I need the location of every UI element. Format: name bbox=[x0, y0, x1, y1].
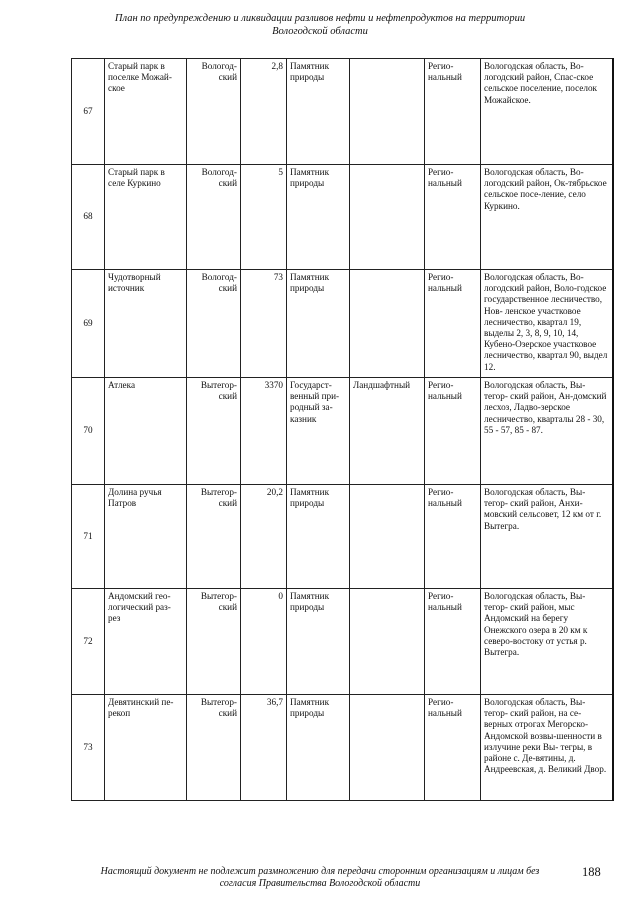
category: Памятник природы bbox=[287, 695, 350, 801]
row-number: 72 bbox=[72, 589, 105, 695]
significance: Регио-нальный bbox=[425, 165, 481, 270]
category: Памятник природы bbox=[287, 59, 350, 165]
district: Вологод-ский bbox=[187, 59, 241, 165]
header-line-1: План по предупреждению и ликвидации разливов нефти и нефтепродуктов на территории bbox=[114, 13, 526, 24]
page-footer bbox=[60, 866, 580, 890]
location: Вологодская область, Вы-тегор- ский район, Ан-домский лесхоз, Ладво-зерское лесничество, кварталы 28 - 30, 55 - 57, 85 - 87. bbox=[481, 378, 613, 485]
area-ha: 36,7 bbox=[241, 695, 287, 801]
district: Вологод-ский bbox=[187, 165, 241, 270]
significance: Регио-нальный bbox=[425, 59, 481, 165]
row-number: 70 bbox=[72, 378, 105, 485]
significance: Регио-нальный bbox=[425, 695, 481, 801]
area-ha: 3370 bbox=[241, 378, 287, 485]
significance: Регио-нальный bbox=[425, 485, 481, 589]
category: Памятник природы bbox=[287, 589, 350, 695]
location: Вологодская область, Во-логодский район, Ок-тябрьское сельское посе-ление, село Куркино. bbox=[481, 165, 613, 270]
table-row bbox=[72, 485, 613, 589]
page-number: 188 bbox=[582, 865, 601, 879]
row-number: 67 bbox=[72, 59, 105, 165]
area-ha: 2,8 bbox=[241, 59, 287, 165]
footer-line-2: согласия Правительства Вологодской области bbox=[219, 878, 421, 889]
district: Вытегор-ский bbox=[187, 589, 241, 695]
table-row bbox=[72, 589, 613, 695]
location: Вологодская область, Вы-тегор- ский район, Анхи-мовский сельсовет, 12 км от г. Вытегра. bbox=[481, 485, 613, 589]
location: Вологодская область, Во-логодский район, Воло-годское государственное лесничество, Нов- ленское участковое лесничество, квартал 19, выделы 2, 3, 8, 9, 10, 14, Кубено-Озерское участковое лесничество, квартал 90, выдел 12. bbox=[481, 270, 613, 378]
area-ha: 20,2 bbox=[241, 485, 287, 589]
location: Вологодская область, Вы-тегор- ский район, мыс Андомский на берегу Онежского озера в 20 км к северо-востоку от устья р. Вытегра. bbox=[481, 589, 613, 695]
significance: Регио-нальный bbox=[425, 589, 481, 695]
object-name: Старый парк в поселке Можай-ское bbox=[105, 59, 187, 165]
area-ha: 0 bbox=[241, 589, 287, 695]
category: Памятник природы bbox=[287, 165, 350, 270]
district: Вологод-ский bbox=[187, 270, 241, 378]
table-row bbox=[72, 59, 613, 165]
page-header bbox=[0, 12, 640, 38]
row-number: 68 bbox=[72, 165, 105, 270]
category: Памятник природы bbox=[287, 485, 350, 589]
profile bbox=[350, 695, 425, 801]
category: Памятник природы bbox=[287, 270, 350, 378]
table-row bbox=[72, 270, 613, 378]
profile bbox=[350, 589, 425, 695]
category: Государст-венный при-родный за-казник bbox=[287, 378, 350, 485]
header-line-2: Вологодской области bbox=[272, 26, 368, 37]
district: Вытегор-ский bbox=[187, 378, 241, 485]
profile: Ландшафтный bbox=[350, 378, 425, 485]
profile bbox=[350, 270, 425, 378]
row-number: 73 bbox=[72, 695, 105, 801]
area-ha: 5 bbox=[241, 165, 287, 270]
protected-areas-table bbox=[71, 58, 614, 801]
object-name: Андомский гео-логический раз-рез bbox=[105, 589, 187, 695]
location: Вологодская область, Вы-тегор- ский район, на се-верных отрогах Мегорско-Андомской возвы-шенности в излучине реки Вы- тегры, в районе с. Де-вятины, д. Андреевская, д. Великий Двор. bbox=[481, 695, 613, 801]
significance: Регио-нальный bbox=[425, 270, 481, 378]
location: Вологодская область, Во-логодский район, Спас-ское сельское поселение, поселок Можайское. bbox=[481, 59, 613, 165]
district: Вытегор-ский bbox=[187, 695, 241, 801]
district: Вытегор-ский bbox=[187, 485, 241, 589]
row-number: 69 bbox=[72, 270, 105, 378]
area-ha: 73 bbox=[241, 270, 287, 378]
object-name: Атлека bbox=[105, 378, 187, 485]
row-number: 71 bbox=[72, 485, 105, 589]
profile bbox=[350, 485, 425, 589]
profile bbox=[350, 59, 425, 165]
table-row bbox=[72, 378, 613, 485]
object-name: Девятинский пе-рекоп bbox=[105, 695, 187, 801]
table-row bbox=[72, 165, 613, 270]
profile bbox=[350, 165, 425, 270]
table-row bbox=[72, 695, 613, 801]
object-name: Долина ручья Патров bbox=[105, 485, 187, 589]
object-name: Чудотворный источник bbox=[105, 270, 187, 378]
footer-line-1: Настоящий документ не подлежит размножению для передачи сторонним организациям и лицам без bbox=[100, 866, 540, 877]
object-name: Старый парк в селе Куркино bbox=[105, 165, 187, 270]
significance: Регио-нальный bbox=[425, 378, 481, 485]
